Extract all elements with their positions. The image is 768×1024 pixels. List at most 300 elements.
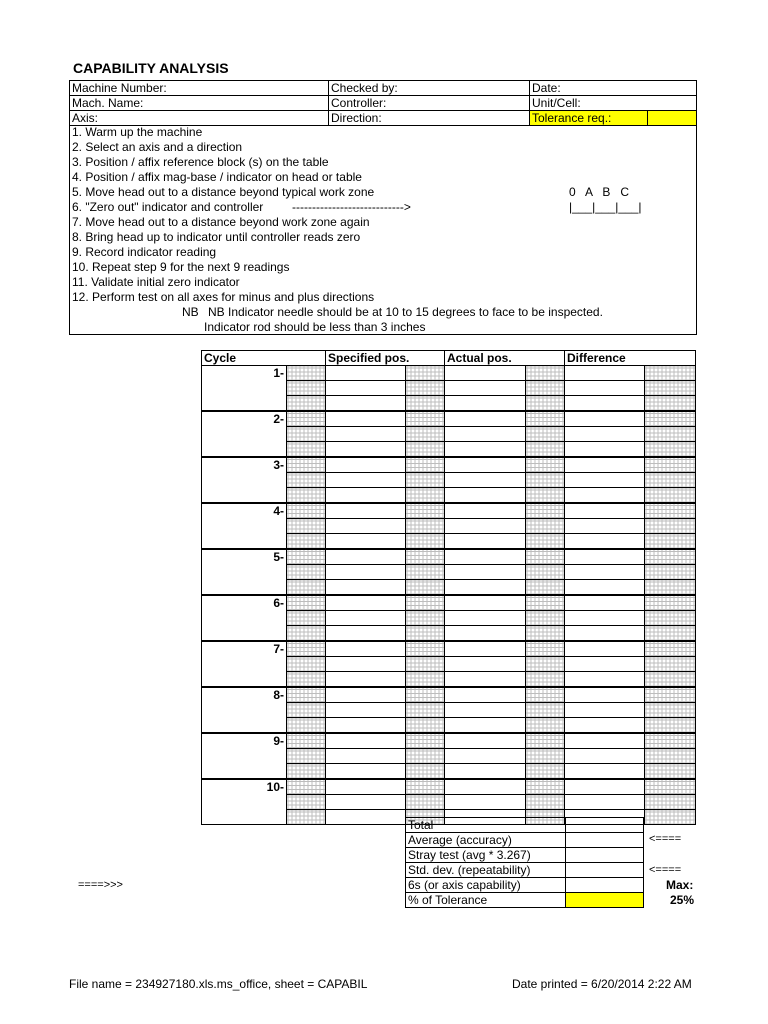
value-cell[interactable] (565, 657, 645, 672)
value-cell[interactable] (565, 779, 645, 795)
hatch-cell (645, 519, 696, 534)
table-row (202, 703, 696, 718)
hatch-cell (645, 396, 696, 412)
max-label: Max: (666, 878, 694, 892)
hatch-cell (287, 810, 326, 825)
value-cell[interactable] (445, 442, 526, 458)
hatch-cell (287, 396, 326, 412)
total-value[interactable] (566, 818, 644, 833)
table-row (202, 733, 696, 749)
hatch-cell (645, 457, 696, 473)
value-cell[interactable] (445, 718, 526, 734)
hatch-cell (645, 641, 696, 657)
value-cell[interactable] (445, 381, 526, 396)
hatch-cell (526, 396, 565, 412)
value-cell[interactable] (326, 749, 406, 764)
value-cell[interactable] (326, 503, 406, 519)
direction-label: Direction: (329, 111, 530, 126)
hatch-cell (645, 565, 696, 580)
value-cell[interactable] (445, 749, 526, 764)
hatch-cell (406, 672, 445, 688)
value-cell[interactable] (326, 703, 406, 718)
table-row (202, 795, 696, 810)
value-cell[interactable] (326, 611, 406, 626)
cycle-cell (202, 488, 287, 504)
max-value: 25% (670, 893, 695, 907)
value-cell[interactable] (445, 488, 526, 504)
value-cell[interactable] (565, 580, 645, 596)
hatch-cell (526, 764, 565, 780)
value-cell[interactable] (326, 626, 406, 642)
hatch-cell (406, 749, 445, 764)
hatch-cell (526, 411, 565, 427)
instruction-line: 7. Move head out to a distance beyond work zone again (72, 215, 370, 229)
instruction-line: 10. Repeat step 9 for the next 9 readings (72, 260, 290, 274)
value-cell[interactable] (445, 519, 526, 534)
col-header-actual: Actual pos. (445, 351, 565, 366)
hatch-cell (406, 565, 445, 580)
hatch-cell (287, 749, 326, 764)
table-row (202, 534, 696, 550)
value-cell[interactable] (565, 595, 645, 611)
value-cell[interactable] (445, 595, 526, 611)
average-label: Average (accuracy) (406, 833, 566, 848)
table-row (202, 687, 696, 703)
value-cell[interactable] (326, 442, 406, 458)
hatch-cell (645, 779, 696, 795)
hatch-cell (287, 565, 326, 580)
hatch-cell (645, 473, 696, 488)
value-cell[interactable] (565, 488, 645, 504)
instruction-line: 4. Position / affix mag-base / indicator on head or table (72, 170, 362, 184)
hatch-cell (645, 427, 696, 442)
instruction-line: 3. Position / affix reference block (s) on the table (72, 155, 329, 169)
hatch-cell (287, 488, 326, 504)
value-cell[interactable] (326, 534, 406, 550)
value-cell[interactable] (565, 427, 645, 442)
hatch-cell (645, 442, 696, 458)
table-row (202, 764, 696, 780)
hatch-cell (287, 549, 326, 565)
value-cell[interactable] (565, 534, 645, 550)
value-cell[interactable] (565, 366, 645, 381)
total-label: Total (406, 818, 566, 833)
instructions-box (69, 125, 697, 335)
table-row (202, 488, 696, 504)
cycle-cell (202, 672, 287, 688)
value-cell[interactable] (445, 565, 526, 580)
hatch-cell (287, 718, 326, 734)
hatch-cell (287, 795, 326, 810)
hatch-cell (645, 718, 696, 734)
hatch-cell (526, 381, 565, 396)
hatch-cell (526, 442, 565, 458)
cycle-cell: 7- (202, 641, 287, 657)
hatch-cell (526, 718, 565, 734)
average-value[interactable] (566, 833, 644, 848)
value-cell[interactable] (326, 457, 406, 473)
instruction-line: 9. Record indicator reading (72, 245, 217, 259)
pct-tolerance-label: % of Tolerance (406, 893, 566, 908)
hatch-cell (287, 672, 326, 688)
value-cell[interactable] (326, 810, 406, 825)
value-cell[interactable] (326, 565, 406, 580)
value-cell[interactable] (326, 411, 406, 427)
unit-cell-label: Unit/Cell: (530, 96, 697, 111)
value-cell[interactable] (326, 488, 406, 504)
hatch-cell (645, 795, 696, 810)
value-cell[interactable] (326, 657, 406, 672)
hatch-cell (287, 657, 326, 672)
hatch-cell (645, 611, 696, 626)
instruction-line: 2. Select an axis and a direction (72, 140, 243, 154)
value-cell[interactable] (326, 381, 406, 396)
table-row (202, 565, 696, 580)
hatch-cell (406, 457, 445, 473)
value-cell[interactable] (445, 779, 526, 795)
hatch-cell (406, 657, 445, 672)
cycle-cell: 5- (202, 549, 287, 565)
value-cell[interactable] (565, 396, 645, 412)
scale-labels: 0 A B C (569, 185, 630, 199)
cycle-cell (202, 795, 287, 810)
instruction-line: 5. Move head out to a distance beyond typical work zone (72, 185, 375, 199)
value-cell[interactable] (326, 733, 406, 749)
hatch-cell (645, 764, 696, 780)
instruction-line: 12. Perform test on all axes for minus and plus directions (72, 290, 375, 304)
footer-file-name: File name = 234927180.xls.ms_office, sheet = CAPABIL (69, 977, 368, 991)
hatch-cell (526, 565, 565, 580)
value-cell[interactable] (326, 672, 406, 688)
hatch-cell (645, 810, 696, 825)
nb-label: NB (182, 305, 199, 319)
tolerance-req-value[interactable] (648, 111, 697, 126)
value-cell[interactable] (565, 687, 645, 703)
value-cell[interactable] (565, 473, 645, 488)
value-cell[interactable] (565, 764, 645, 780)
table-row (202, 672, 696, 688)
hatch-cell (526, 366, 565, 381)
value-cell[interactable] (445, 366, 526, 381)
hatch-cell (645, 534, 696, 550)
mach-name-label: Mach. Name: (70, 96, 329, 111)
axis-label: Axis: (70, 111, 329, 126)
hatch-cell (526, 641, 565, 657)
hatch-cell (287, 764, 326, 780)
value-cell[interactable] (445, 473, 526, 488)
hatch-cell (526, 795, 565, 810)
value-cell[interactable] (565, 703, 645, 718)
cycle-cell: 4- (202, 503, 287, 519)
hatch-cell (526, 534, 565, 550)
value-cell[interactable] (326, 641, 406, 657)
footer-date-printed: Date printed = 6/20/2014 2:22 AM (512, 977, 692, 991)
hatch-cell (406, 733, 445, 749)
cycle-cell (202, 534, 287, 550)
cycle-cell: 1- (202, 366, 287, 381)
table-row (202, 549, 696, 565)
cycle-cell: 9- (202, 733, 287, 749)
value-cell[interactable] (445, 703, 526, 718)
six-s-label: 6s (or axis capability) (406, 878, 566, 893)
hatch-cell (645, 595, 696, 611)
value-cell[interactable] (445, 672, 526, 688)
hatch-cell (406, 366, 445, 381)
hatch-cell (406, 411, 445, 427)
table-row (202, 779, 696, 795)
hatch-cell (526, 733, 565, 749)
machine-number-label: Machine Number: (70, 81, 329, 96)
hatch-cell (287, 641, 326, 657)
col-header-difference: Difference (565, 351, 696, 366)
hatch-cell (287, 595, 326, 611)
value-cell[interactable] (565, 641, 645, 657)
value-cell[interactable] (326, 580, 406, 596)
hatch-cell (406, 503, 445, 519)
col-header-specified: Specified pos. (326, 351, 445, 366)
value-cell[interactable] (565, 549, 645, 565)
table-row (202, 503, 696, 519)
cycle-cell (202, 657, 287, 672)
hatch-cell (406, 795, 445, 810)
table-row (202, 641, 696, 657)
hatch-cell (526, 657, 565, 672)
checked-by-label: Checked by: (329, 81, 530, 96)
hatch-cell (526, 626, 565, 642)
hatch-cell (645, 672, 696, 688)
stddev-value[interactable] (566, 863, 644, 878)
table-row (202, 396, 696, 412)
hatch-cell (406, 764, 445, 780)
value-cell[interactable] (326, 396, 406, 412)
hatch-cell (287, 519, 326, 534)
cycle-cell (202, 810, 287, 825)
table-row (202, 366, 696, 381)
hatch-cell (526, 427, 565, 442)
hatch-cell (526, 488, 565, 504)
hatch-cell (287, 687, 326, 703)
cycle-cell (202, 749, 287, 764)
cycle-cell: 10- (202, 779, 287, 795)
value-cell[interactable] (565, 718, 645, 734)
table-row (202, 595, 696, 611)
table-row (202, 611, 696, 626)
page-title: CAPABILITY ANALYSIS (73, 60, 229, 76)
hatch-cell (526, 580, 565, 596)
hatch-cell (645, 503, 696, 519)
instruction-line: 1. Warm up the machine (72, 125, 203, 139)
hatch-cell (287, 411, 326, 427)
hatch-cell (645, 549, 696, 565)
hatch-cell (406, 595, 445, 611)
table-row (202, 381, 696, 396)
value-cell[interactable] (326, 687, 406, 703)
arrow-line: ----------------------------> (292, 200, 411, 214)
hatch-cell (406, 687, 445, 703)
value-cell[interactable] (445, 733, 526, 749)
hatch-cell (526, 703, 565, 718)
value-cell[interactable] (326, 473, 406, 488)
value-cell[interactable] (445, 641, 526, 657)
hatch-cell (406, 396, 445, 412)
cycle-cell (202, 626, 287, 642)
hatch-cell (406, 611, 445, 626)
stddev-arrow: <==== (649, 864, 682, 876)
cycle-table (201, 350, 696, 825)
value-cell[interactable] (326, 779, 406, 795)
table-row (202, 718, 696, 734)
value-cell[interactable] (326, 519, 406, 534)
cycle-cell (202, 718, 287, 734)
hatch-cell (406, 626, 445, 642)
hatch-cell (526, 519, 565, 534)
value-cell[interactable] (445, 611, 526, 626)
instruction-line: 11. Validate initial zero indicator (72, 275, 240, 289)
value-cell[interactable] (565, 519, 645, 534)
hatch-cell (406, 549, 445, 565)
col-header-cycle: Cycle (202, 351, 326, 366)
value-cell[interactable] (445, 764, 526, 780)
hatch-cell (287, 381, 326, 396)
stddev-label: Std. dev. (repeatability) (406, 863, 566, 878)
hatch-cell (406, 488, 445, 504)
hatch-cell (526, 549, 565, 565)
value-cell[interactable] (326, 795, 406, 810)
scale-ticks: |___|___|___| (569, 200, 642, 214)
value-cell[interactable] (565, 411, 645, 427)
value-cell[interactable] (445, 580, 526, 596)
hatch-cell (287, 703, 326, 718)
cycle-cell: 2- (202, 411, 287, 427)
table-row (202, 657, 696, 672)
value-cell[interactable] (445, 427, 526, 442)
hatch-cell (406, 519, 445, 534)
value-cell[interactable] (565, 565, 645, 580)
value-cell[interactable] (565, 795, 645, 810)
controller-label: Controller: (329, 96, 530, 111)
hatch-cell (645, 749, 696, 764)
value-cell[interactable] (445, 549, 526, 565)
value-cell[interactable] (565, 442, 645, 458)
average-arrow: <==== (649, 833, 682, 845)
tolerance-req-label: Tolerance req.: (530, 111, 648, 126)
table-row (202, 457, 696, 473)
value-cell[interactable] (326, 764, 406, 780)
stray-label: Stray test (avg * 3.267) (406, 848, 566, 863)
hatch-cell (645, 411, 696, 427)
value-cell[interactable] (445, 657, 526, 672)
value-cell[interactable] (565, 381, 645, 396)
value-cell[interactable] (326, 427, 406, 442)
cycle-cell (202, 764, 287, 780)
hatch-cell (406, 442, 445, 458)
table-row (202, 580, 696, 596)
table-row (202, 442, 696, 458)
value-cell[interactable] (565, 503, 645, 519)
hatch-cell (526, 687, 565, 703)
cycle-cell (202, 611, 287, 626)
value-cell[interactable] (445, 687, 526, 703)
hatch-cell (645, 626, 696, 642)
hatch-cell (287, 427, 326, 442)
value-cell[interactable] (445, 457, 526, 473)
value-cell[interactable] (565, 626, 645, 642)
value-cell[interactable] (565, 672, 645, 688)
hatch-cell (645, 733, 696, 749)
value-cell[interactable] (326, 718, 406, 734)
hatch-cell (287, 534, 326, 550)
value-cell[interactable] (445, 534, 526, 550)
hatch-cell (406, 381, 445, 396)
table-row (202, 519, 696, 534)
hatch-cell (526, 779, 565, 795)
cycle-cell (202, 473, 287, 488)
hatch-cell (645, 703, 696, 718)
value-cell[interactable] (565, 457, 645, 473)
value-cell[interactable] (445, 626, 526, 642)
value-cell[interactable] (565, 611, 645, 626)
cycle-cell (202, 396, 287, 412)
hatch-cell (287, 779, 326, 795)
nb-line-1: NB Indicator needle should be at 10 to 15 degrees to face to be inspected. (208, 305, 603, 319)
hatch-cell (287, 366, 326, 381)
hatch-cell (287, 457, 326, 473)
pct-tolerance-value[interactable] (566, 893, 644, 908)
hatch-cell (406, 718, 445, 734)
value-cell[interactable] (565, 733, 645, 749)
cycle-cell (202, 381, 287, 396)
value-cell[interactable] (445, 411, 526, 427)
hatch-cell (645, 657, 696, 672)
hatch-cell (526, 473, 565, 488)
hatch-cell (287, 626, 326, 642)
hatch-cell (645, 381, 696, 396)
hatch-cell (406, 427, 445, 442)
value-cell[interactable] (326, 549, 406, 565)
cycle-cell (202, 565, 287, 580)
value-cell[interactable] (445, 503, 526, 519)
value-cell[interactable] (565, 749, 645, 764)
hatch-cell (287, 442, 326, 458)
six-s-value[interactable] (566, 878, 644, 893)
stray-value[interactable] (566, 848, 644, 863)
hatch-cell (287, 611, 326, 626)
hatch-cell (287, 733, 326, 749)
date-label: Date: (530, 81, 697, 96)
cycle-cell: 3- (202, 457, 287, 473)
cycle-cell (202, 427, 287, 442)
table-row (202, 473, 696, 488)
hatch-cell (526, 503, 565, 519)
value-cell[interactable] (326, 366, 406, 381)
cycle-cell (202, 703, 287, 718)
cycle-cell: 8- (202, 687, 287, 703)
table-row (202, 749, 696, 764)
instruction-line: 8. Bring head up to indicator until controller reads zero (72, 230, 361, 244)
hatch-cell (406, 703, 445, 718)
table-row (202, 626, 696, 642)
value-cell[interactable] (445, 396, 526, 412)
cycle-cell (202, 442, 287, 458)
table-row (202, 427, 696, 442)
hatch-cell (526, 749, 565, 764)
nb-line-2: Indicator rod should be less than 3 inches (204, 320, 426, 334)
hatch-cell (645, 580, 696, 596)
value-cell[interactable] (445, 795, 526, 810)
hatch-cell (526, 672, 565, 688)
value-cell[interactable] (326, 595, 406, 611)
hatch-cell (406, 641, 445, 657)
